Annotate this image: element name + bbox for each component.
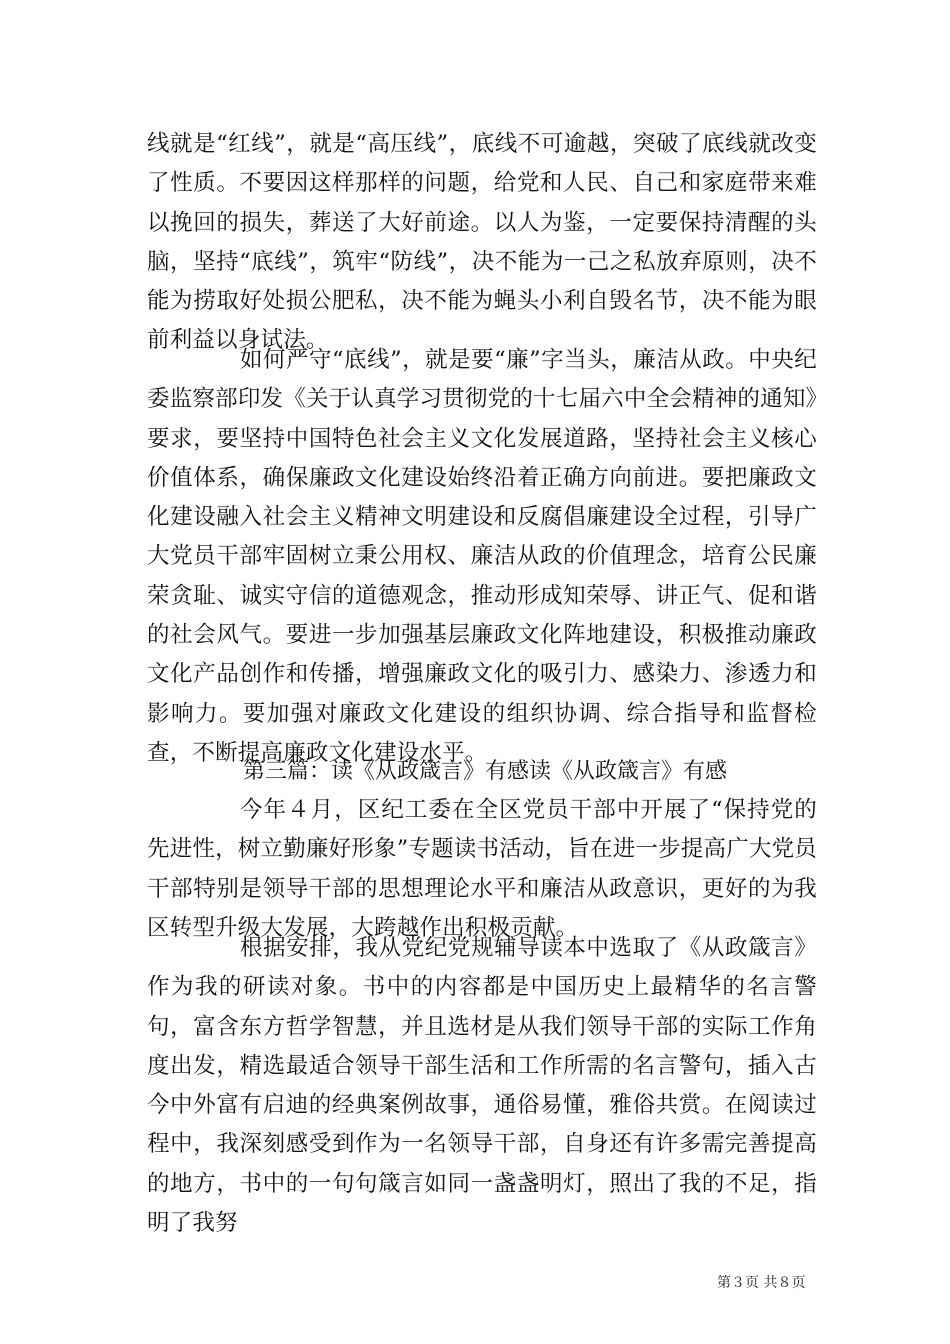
page-number-footer: 第３页 共８页	[717, 1275, 806, 1291]
paragraph-3: 今年４月，区纪工委在全区党员干部中开展了“保持党的先进性，树立勤廉好形象”专题读书活动，旨在进一步提高广大党员干部特别是领导干部的思想理论水平和廉洁从政意识，更好的为我区转型升级大发展，大跨越作出积极贡献。	[147, 797, 818, 941]
paragraph-4: 根据安排，我从党纪党规辅导读本中选取了《从政箴言》作为我的研读对象。书中的内容都是中国历史上最精华的名言警句，富含东方哲学智慧，并且选材是从我们领导干部的实际工作角度出发，精选最适合领导干部生活和工作所需的名言警句，插入古今中外富有启迪的经典案例故事，通俗易懂，雅俗共赏。在阅读过程中，我深刻感受到作为一名领导干部，自身还有许多需完善提高的地方，书中的一句句箴言如同一盏盏明灯，照出了我的不足，指明了我努	[147, 935, 817, 1237]
section-title: 第三篇：读《从政箴言》有感读《从政箴言》有感	[243, 759, 728, 784]
paragraph-1: 线就是“红线”，就是“高压线”，底线不可逾越，突破了底线就改变了性质。不要因这样那样的问题，给党和人民、自己和家庭带来难以挽回的损失，葬送了大好前途。以人为鉴，一定要保持清醒的头脑，坚持“底线”，筑牢“防线”，决不能为一己之私放弃原则，决不能为捞取好处损公肥私，决不能为蝇头小利自毁名节，决不能为眼前利益以身试法。	[147, 131, 817, 354]
paragraph-2: 如何严守“底线”，就是要“廉”字当头，廉洁从政。中央纪委监察部印发《关于认真学习贯彻党的十七届六中全会精神的通知》要求，要坚持中国特色社会主义文化发展道路，坚持社会主义核心价值体系，确保廉政文化建设始终沿着正确方向前进。要把廉政文化建设融入社会主义精神文明建设和反腐倡廉建设全过程，引导广大党员干部牢固树立秉公用权、廉洁从政的价值理念，培育公民廉荣贪耻、诚实守信的道德观念，推动形成知荣辱、讲正气、促和谐的社会风气。要进一步加强基层廉政文化阵地建设，积极推动廉政文化产品创作和传播，增强廉政文化的吸引力、感染力、渗透力和影响力。要加强对廉政文化建设的组织协调、综合指导和监督检查，不断提高廉政文化建设水平。	[147, 347, 817, 766]
